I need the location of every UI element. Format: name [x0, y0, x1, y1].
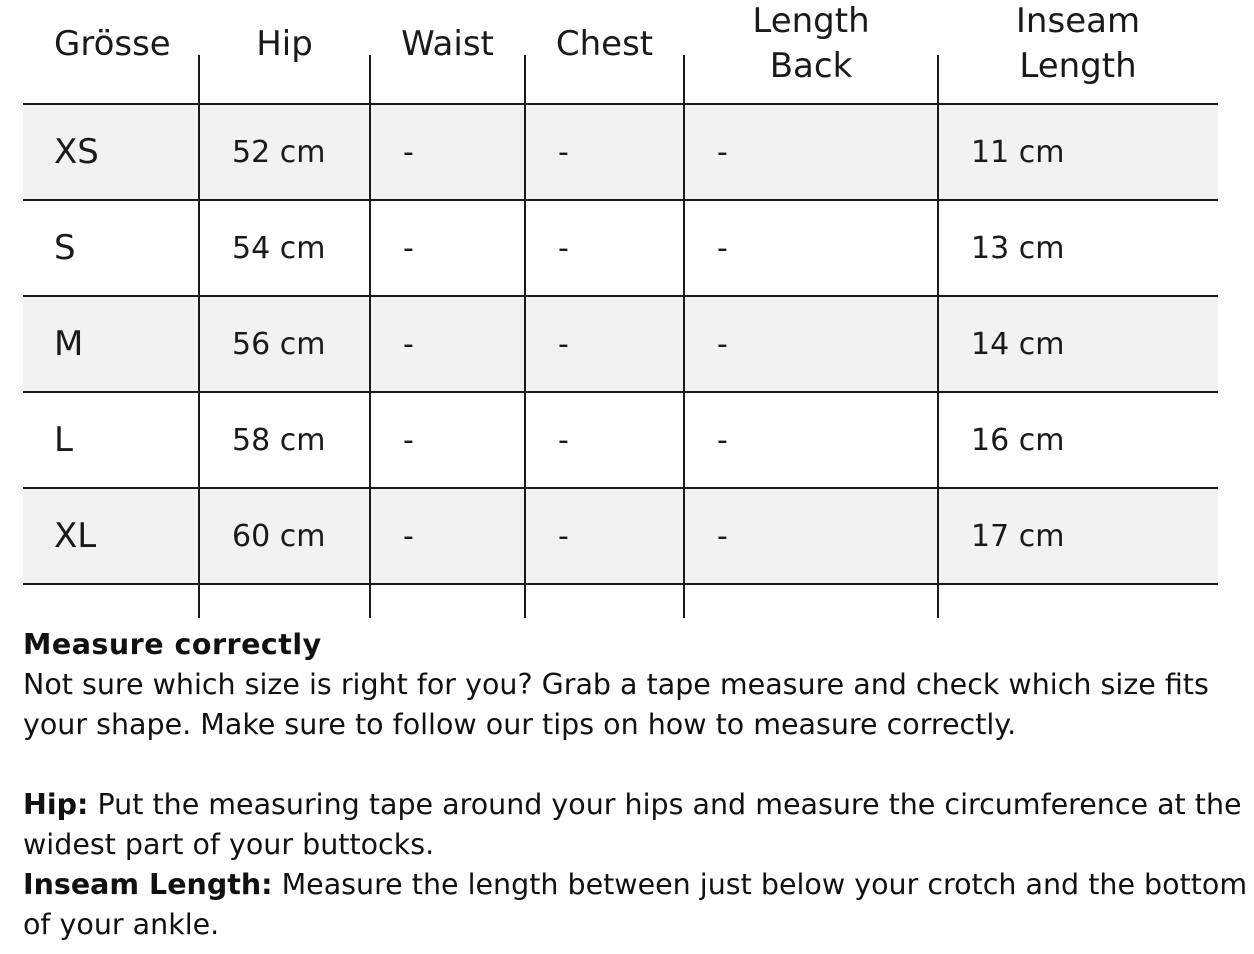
size-cell: L	[54, 420, 73, 460]
column-divider	[937, 104, 939, 618]
tip-hip-text: Put the measuring tape around your hips and measure the circumference at the widest part of your buttocks.	[23, 788, 1242, 861]
length-back-cell: -	[717, 134, 728, 170]
waist-cell: -	[403, 422, 414, 458]
guide-title: Measure correctly	[23, 628, 322, 661]
column-divider	[524, 104, 526, 618]
column-divider	[369, 55, 371, 104]
inseam-cell: 13 cm	[971, 230, 1065, 266]
header-length-back-label: Length Back	[752, 1, 870, 86]
waist-cell: -	[403, 326, 414, 362]
inseam-cell: 14 cm	[971, 326, 1065, 362]
column-divider	[524, 55, 526, 104]
header-size-label: Grösse	[54, 23, 171, 64]
table-rule	[23, 583, 1218, 585]
column-divider	[198, 55, 200, 104]
chest-cell: -	[558, 326, 569, 362]
hip-cell: 58 cm	[232, 422, 326, 458]
size-cell: S	[54, 228, 76, 268]
hip-cell: 56 cm	[232, 326, 326, 362]
measure-guide	[23, 625, 1248, 945]
table-rule	[23, 391, 1218, 393]
hip-cell: 54 cm	[232, 230, 326, 266]
header-hip	[199, 0, 370, 88]
header-hip-label: Hip	[256, 23, 313, 64]
hip-cell: 60 cm	[232, 518, 326, 554]
chest-cell: -	[558, 134, 569, 170]
column-divider	[198, 104, 200, 618]
size-cell: XS	[54, 132, 99, 172]
spacer	[23, 745, 1248, 785]
header-waist-label: Waist	[401, 23, 494, 64]
tip-inseam-text: Measure the length between just below your crotch and the bottom of your ankle.	[23, 868, 1248, 941]
tip-inseam	[23, 865, 1248, 945]
chest-cell: -	[558, 518, 569, 554]
header-inseam-length-label: Inseam Length	[1015, 1, 1141, 86]
column-divider	[369, 104, 371, 618]
length-back-cell: -	[717, 326, 728, 362]
size-cell: XL	[54, 516, 97, 556]
header-waist	[370, 0, 525, 88]
chest-cell: -	[558, 230, 569, 266]
waist-cell: -	[403, 134, 414, 170]
waist-cell: -	[403, 518, 414, 554]
hip-cell: 52 cm	[232, 134, 326, 170]
header-length-back	[684, 0, 938, 88]
waist-cell: -	[403, 230, 414, 266]
size-chart-table	[23, 0, 1218, 618]
header-size	[23, 0, 199, 88]
length-back-cell: -	[717, 230, 728, 266]
table-rule	[23, 295, 1218, 297]
table-row-s	[23, 201, 1218, 295]
header-inseam-length	[938, 0, 1218, 88]
length-back-cell: -	[717, 422, 728, 458]
table-row-xs	[23, 105, 1218, 199]
header-chest-label: Chest	[555, 23, 654, 64]
chest-cell: -	[558, 422, 569, 458]
inseam-cell: 11 cm	[971, 134, 1065, 170]
length-back-cell: -	[717, 518, 728, 554]
tip-hip-label: Hip:	[23, 788, 89, 821]
header-chest	[525, 0, 684, 88]
column-divider	[937, 55, 939, 104]
tip-inseam-label: Inseam Length:	[23, 868, 273, 901]
guide-intro: Not sure which size is right for you? Grab a tape measure and check which size fits your shape. Make sure to follow our tips on how to measure correctly.	[23, 668, 1209, 741]
table-rule	[23, 103, 1218, 105]
table-row-l	[23, 393, 1218, 487]
tip-hip	[23, 785, 1248, 865]
inseam-cell: 16 cm	[971, 422, 1065, 458]
inseam-cell: 17 cm	[971, 518, 1065, 554]
table-row-xl	[23, 489, 1218, 583]
column-divider	[683, 104, 685, 618]
size-cell: M	[54, 324, 84, 364]
table-row-m	[23, 297, 1218, 391]
column-divider	[683, 55, 685, 104]
table-rule	[23, 487, 1218, 489]
table-rule	[23, 199, 1218, 201]
